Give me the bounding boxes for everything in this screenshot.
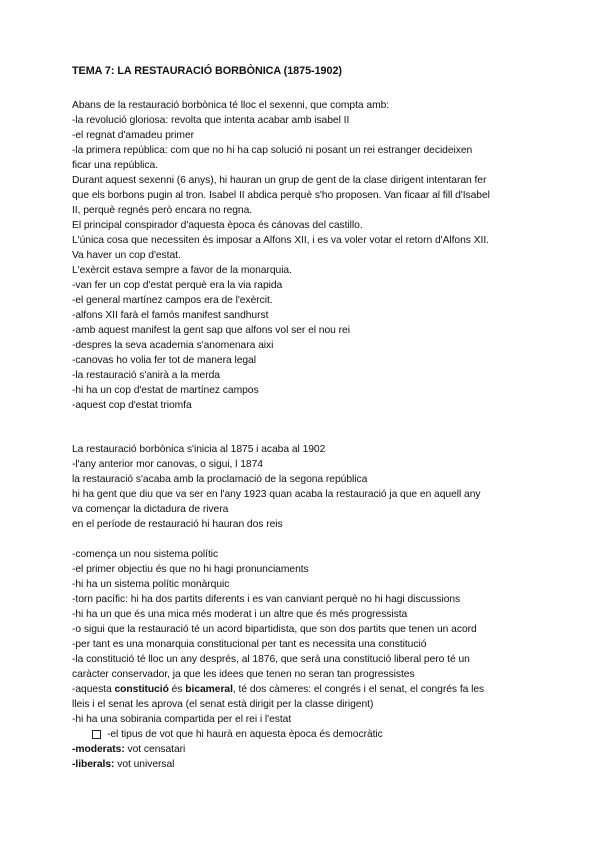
text-line: Va haver un cop d'estat. [72, 250, 181, 261]
text-line: -canovas ho volia fer tot de manera legal [72, 355, 256, 366]
text-span: vot censatari [124, 744, 186, 755]
bold-term: constitució [114, 684, 169, 695]
text-line: -van fer un cop d'estat perquè era la via rapida [72, 280, 283, 291]
text-line: II, perquè regnés però encara no regna. [72, 205, 253, 216]
bold-term: -liberals: [72, 759, 115, 770]
text-line: -la revolució gloriosa: revolta que intenta acabar amb isabel II [72, 115, 350, 126]
text-line: -despres la seva academia s'anomenara aixi [72, 340, 274, 351]
text-line: -per tant es una monarquia constitucional per tant es necessita una constitució [72, 639, 427, 650]
checkbox-item [72, 727, 542, 742]
section-political-system [72, 547, 542, 772]
text-line: ficar una república. [72, 160, 159, 171]
checkbox-icon[interactable] [92, 730, 101, 739]
document-page [72, 64, 542, 772]
checkbox-label: -el tipus de vot que hi haurà en aquesta època és democràtic [107, 729, 383, 740]
text-line: -el general martínez campos era de l'exèrcit. [72, 295, 273, 306]
text-line: va començar la dictadura de rivera [72, 504, 229, 515]
text-line: que els borbons pugin al tron. Isabel II abdica perquè s'ho proposen. Van ficaar al fill d'Isabel [72, 190, 490, 201]
text-line: -o sigui que la restauració té un acord bipartidista, que son dos partits que tenen un acord [72, 624, 477, 635]
text-span: vot universal [114, 759, 175, 770]
text-span: és [168, 684, 186, 695]
bold-term: bicameral [185, 684, 233, 695]
text-line: hi ha gent que diu que va ser en l'any 1923 quan acaba la restauració ja que en aquell any [72, 489, 481, 500]
text-line: -alfons XII farà el famós manifest sandhurst [72, 310, 269, 321]
liberals-line [72, 757, 542, 772]
text-span: -aquesta [72, 684, 115, 695]
text-line: -amb aquest manifest la gent sap que alfons vol ser el nou rei [72, 325, 350, 336]
text-line: -aquest cop d'estat triomfa [72, 400, 192, 411]
section-sexenni [72, 98, 542, 413]
text-line: -la restauració s'anirà a la merda [72, 370, 220, 381]
text-line: -hi ha un que és una mica més moderat i un altre que és més progressista [72, 609, 408, 620]
text-line: -hi ha un sistema polític monàrquic [72, 579, 230, 590]
text-line: -comença un nou sistema polític [72, 549, 219, 560]
section-dates [72, 442, 542, 532]
text-line: en el període de restauració hi hauran dos reis [72, 519, 283, 530]
text-line: -la primera república: com que no hi ha cap solució ni posant un rei estranger decideixen [72, 145, 473, 156]
document-title: TEMA 7: LA RESTAURACIÓ BORBÒNICA (1875-1902) [72, 65, 342, 77]
text-line: la restauració s'acaba amb la proclamació de la segona república [72, 474, 368, 485]
text-line: El principal conspirador d'aquesta època és cánovas del castillo. [72, 220, 363, 231]
text-line: -la constitució té lloc un any després, al 1876, que serà una constitució liberal pero té un [72, 654, 470, 665]
text-line: La restauració borbònica s'inicia al 1875 i acaba al 1902 [72, 444, 326, 455]
text-line: -el regnat d'amadeu primer [72, 130, 195, 141]
text-line: -hi ha una sobirania compartida per el rei i l'estat [72, 714, 292, 725]
text-line: caràcter conservador, ja que les idees que tenen no seran tan progressistes [72, 669, 415, 680]
text-line: L'exèrcit estava sempre a favor de la monarquia. [72, 265, 292, 276]
bicameral-line [72, 682, 542, 697]
text-line: -torn pacífic: hi ha dos partits diferents i es van canviant perquè no hi hagi discussions [72, 594, 461, 605]
moderats-line [72, 742, 542, 757]
text-line: -el primer objectiu és que no hi hagi pronunciaments [72, 564, 309, 575]
text-span: , té dos càmeres: el congrés i el senat, el congrés fa les [232, 684, 485, 695]
text-line: -hi ha un cop d'estat de martínez campos [72, 385, 259, 396]
text-line: Durant aquest sexenni (6 anys), hi hauran un grup de gent de la clase dirigent intentaran fer [72, 175, 487, 186]
text-line: Abans de la restauració borbònica té lloc el sexenni, que compta amb: [72, 100, 390, 111]
bold-term: -moderats: [72, 744, 125, 755]
text-line: -l'any anterior mor canovas, o sigui, l 1874 [72, 459, 263, 470]
text-line: L'única cosa que necessiten és imposar a Alfons XII, i es va voler votar el retorn d'Alfons XII. [72, 235, 489, 246]
text-line: lleis i el senat les aprova (el senat està dirigit per la classe dirigent) [72, 699, 374, 710]
